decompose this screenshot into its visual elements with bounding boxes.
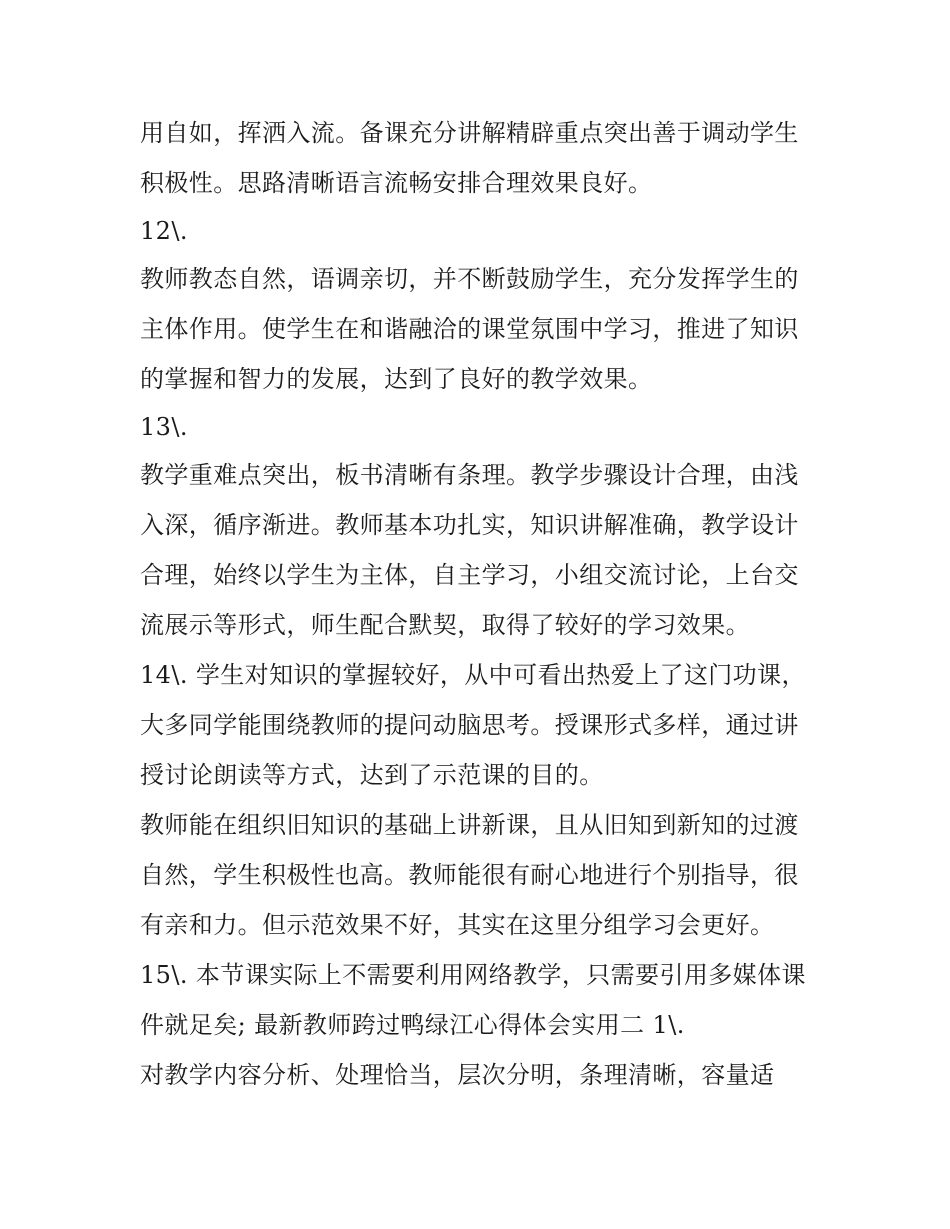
text-line-9: 入深，循序渐进。教师基本功扎实，知识讲解准确，教学设计 <box>140 511 799 539</box>
text-line-14: 授讨论朗读等方式，达到了示范课的目的。 <box>140 761 604 789</box>
text-line-2: 积极性。思路清晰语言流畅安排合理效果良好。 <box>140 169 653 197</box>
document-body <box>140 108 820 1100</box>
text-line-5: 主体作用。使学生在和谐融洽的课堂氛围中学习，推进了知识 <box>140 315 799 343</box>
item-number-12: 12\. <box>140 217 188 245</box>
item-number-13: 13\. <box>140 413 188 441</box>
text-line-20: 对教学内容分析、处理恰当，层次分明，条理清晰，容量适 <box>140 1061 775 1089</box>
text-line-12: 14\. 学生对知识的掌握较好，从中可看出热爱上了这门功课， <box>140 661 806 689</box>
text-line-6: 的掌握和智力的发展，达到了良好的教学效果。 <box>140 365 653 393</box>
text-line-13: 大多同学能围绕教师的提问动脑思考。授课形式多样，通过讲 <box>140 711 799 739</box>
text-line-4: 教师教态自然，语调亲切，并不断鼓励学生，充分发挥学生的 <box>140 265 799 293</box>
text-line-11: 流展示等形式，师生配合默契，取得了较好的学习效果。 <box>140 611 750 639</box>
text-line-17: 有亲和力。但示范效果不好，其实在这里分组学习会更好。 <box>140 911 775 939</box>
text-line-8: 教学重难点突出，板书清晰有条理。教学步骤设计合理，由浅 <box>140 461 799 489</box>
text-line-18: 15\. 本节课实际上不需要利用网络教学，只需要引用多媒体课 <box>140 961 806 989</box>
text-line-15: 教师能在组织旧知识的基础上讲新课，且从旧知到新知的过渡 <box>140 811 799 839</box>
text-line-16: 自然，学生积极性也高。教师能很有耐心地进行个别指导，很 <box>140 861 799 889</box>
text-line-1: 用自如，挥洒入流。备课充分讲解精辟重点突出善于调动学生 <box>140 119 799 147</box>
text-line-19: 件就足矣; 最新教师跨过鸭绿江心得体会实用二 1\. <box>140 1011 685 1039</box>
text-line-10: 合理，始终以学生为主体，自主学习，小组交流讨论，上台交 <box>140 561 799 589</box>
